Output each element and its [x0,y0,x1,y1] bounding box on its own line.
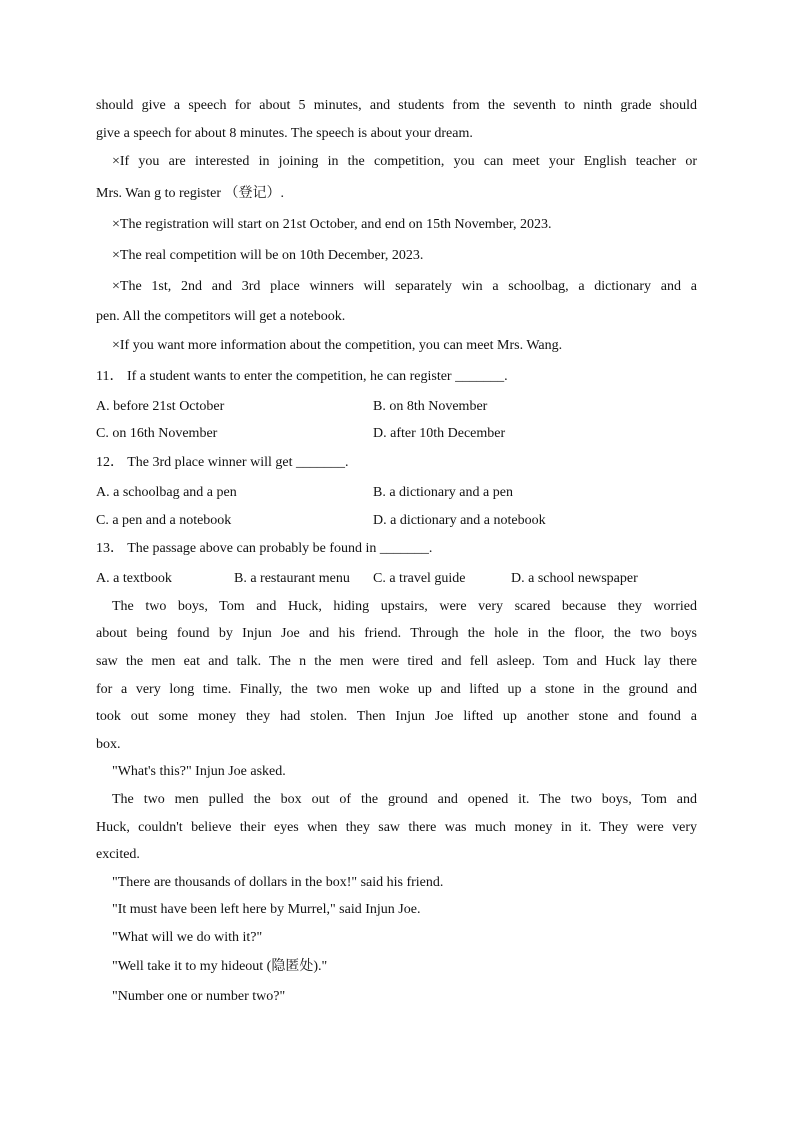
notice-bullet-cont: Mrs. Wan g to register （登记）. [96,186,284,201]
notice-bullet: ×The 1st, 2nd and 3rd place winners will separately win a schoolbag, a dictionary and a [112,279,697,294]
notice-line: give a speech for about 8 minutes. The speech is about your dream. [96,126,473,141]
question-13-stem: 13． The passage above can probably be found in _______. [96,541,433,556]
notice-bullet: ×The registration will start on 21st October, and end on 15th November, 2023. [112,217,552,232]
story-line: took out some money they had stolen. Then Injun Joe lifted up another stone and found a [96,709,697,724]
story-dialogue: "What will we do with it?" [112,930,263,945]
notice-bullet-cont: pen. All the competitors will get a notebook. [96,309,346,324]
question-11-option-d[interactable]: D. after 10th December [373,426,506,441]
story-line: box. [96,737,121,752]
notice-line: should give a speech for about 5 minutes, and students from the seventh to ninth grade should [96,98,697,113]
question-13-option-a[interactable]: A. a textbook [96,571,172,586]
story-dialogue: "What's this?" Injun Joe asked. [112,764,286,779]
notice-bullet: ×If you want more information about the competition, you can meet Mrs. Wang. [112,338,563,353]
story-line: The two boys, Tom and Huck, hiding upstairs, were very scared because they worried [112,599,697,614]
story-dialogue: "Well take it to my hideout (隐匿处)." [112,959,328,974]
question-11-option-c[interactable]: C. on 16th November [96,426,218,441]
question-12-option-b[interactable]: B. a dictionary and a pen [373,485,513,500]
story-line: about being found by Injun Joe and his friend. Through the hole in the floor, the two boys [96,626,697,641]
story-line: Huck, couldn't believe their eyes when they saw there was much money in it. They were very [96,820,697,835]
question-12-option-a[interactable]: A. a schoolbag and a pen [96,485,237,500]
notice-bullet: ×The real competition will be on 10th December, 2023. [112,248,424,263]
story-dialogue: "Number one or number two?" [112,989,286,1004]
question-13-option-b[interactable]: B. a restaurant menu [234,571,350,586]
question-11-option-b[interactable]: B. on 8th November [373,399,488,414]
question-12-option-c[interactable]: C. a pen and a notebook [96,513,232,528]
story-line: excited. [96,847,140,862]
story-dialogue: "There are thousands of dollars in the box!" said his friend. [112,875,444,890]
question-13-option-d[interactable]: D. a school newspaper [511,571,638,586]
question-13-option-c[interactable]: C. a travel guide [373,571,466,586]
story-line: saw the men eat and talk. The n the men were tired and fell asleep. Tom and Huck lay there [96,654,697,669]
story-line: The two men pulled the box out of the ground and opened it. The two boys, Tom and [112,792,697,807]
question-11-stem: 11． If a student wants to enter the competition, he can register _______. [96,369,508,384]
question-12-option-d[interactable]: D. a dictionary and a notebook [373,513,546,528]
notice-bullet: ×If you are interested in joining in the competition, you can meet your English teacher or [112,154,697,169]
story-line: for a very long time. Finally, the two men woke up and lifted up a stone in the ground and [96,682,697,697]
story-dialogue: "It must have been left here by Murrel," said Injun Joe. [112,902,421,917]
question-11-option-a[interactable]: A. before 21st October [96,399,225,414]
question-12-stem: 12． The 3rd place winner will get _______. [96,455,349,470]
